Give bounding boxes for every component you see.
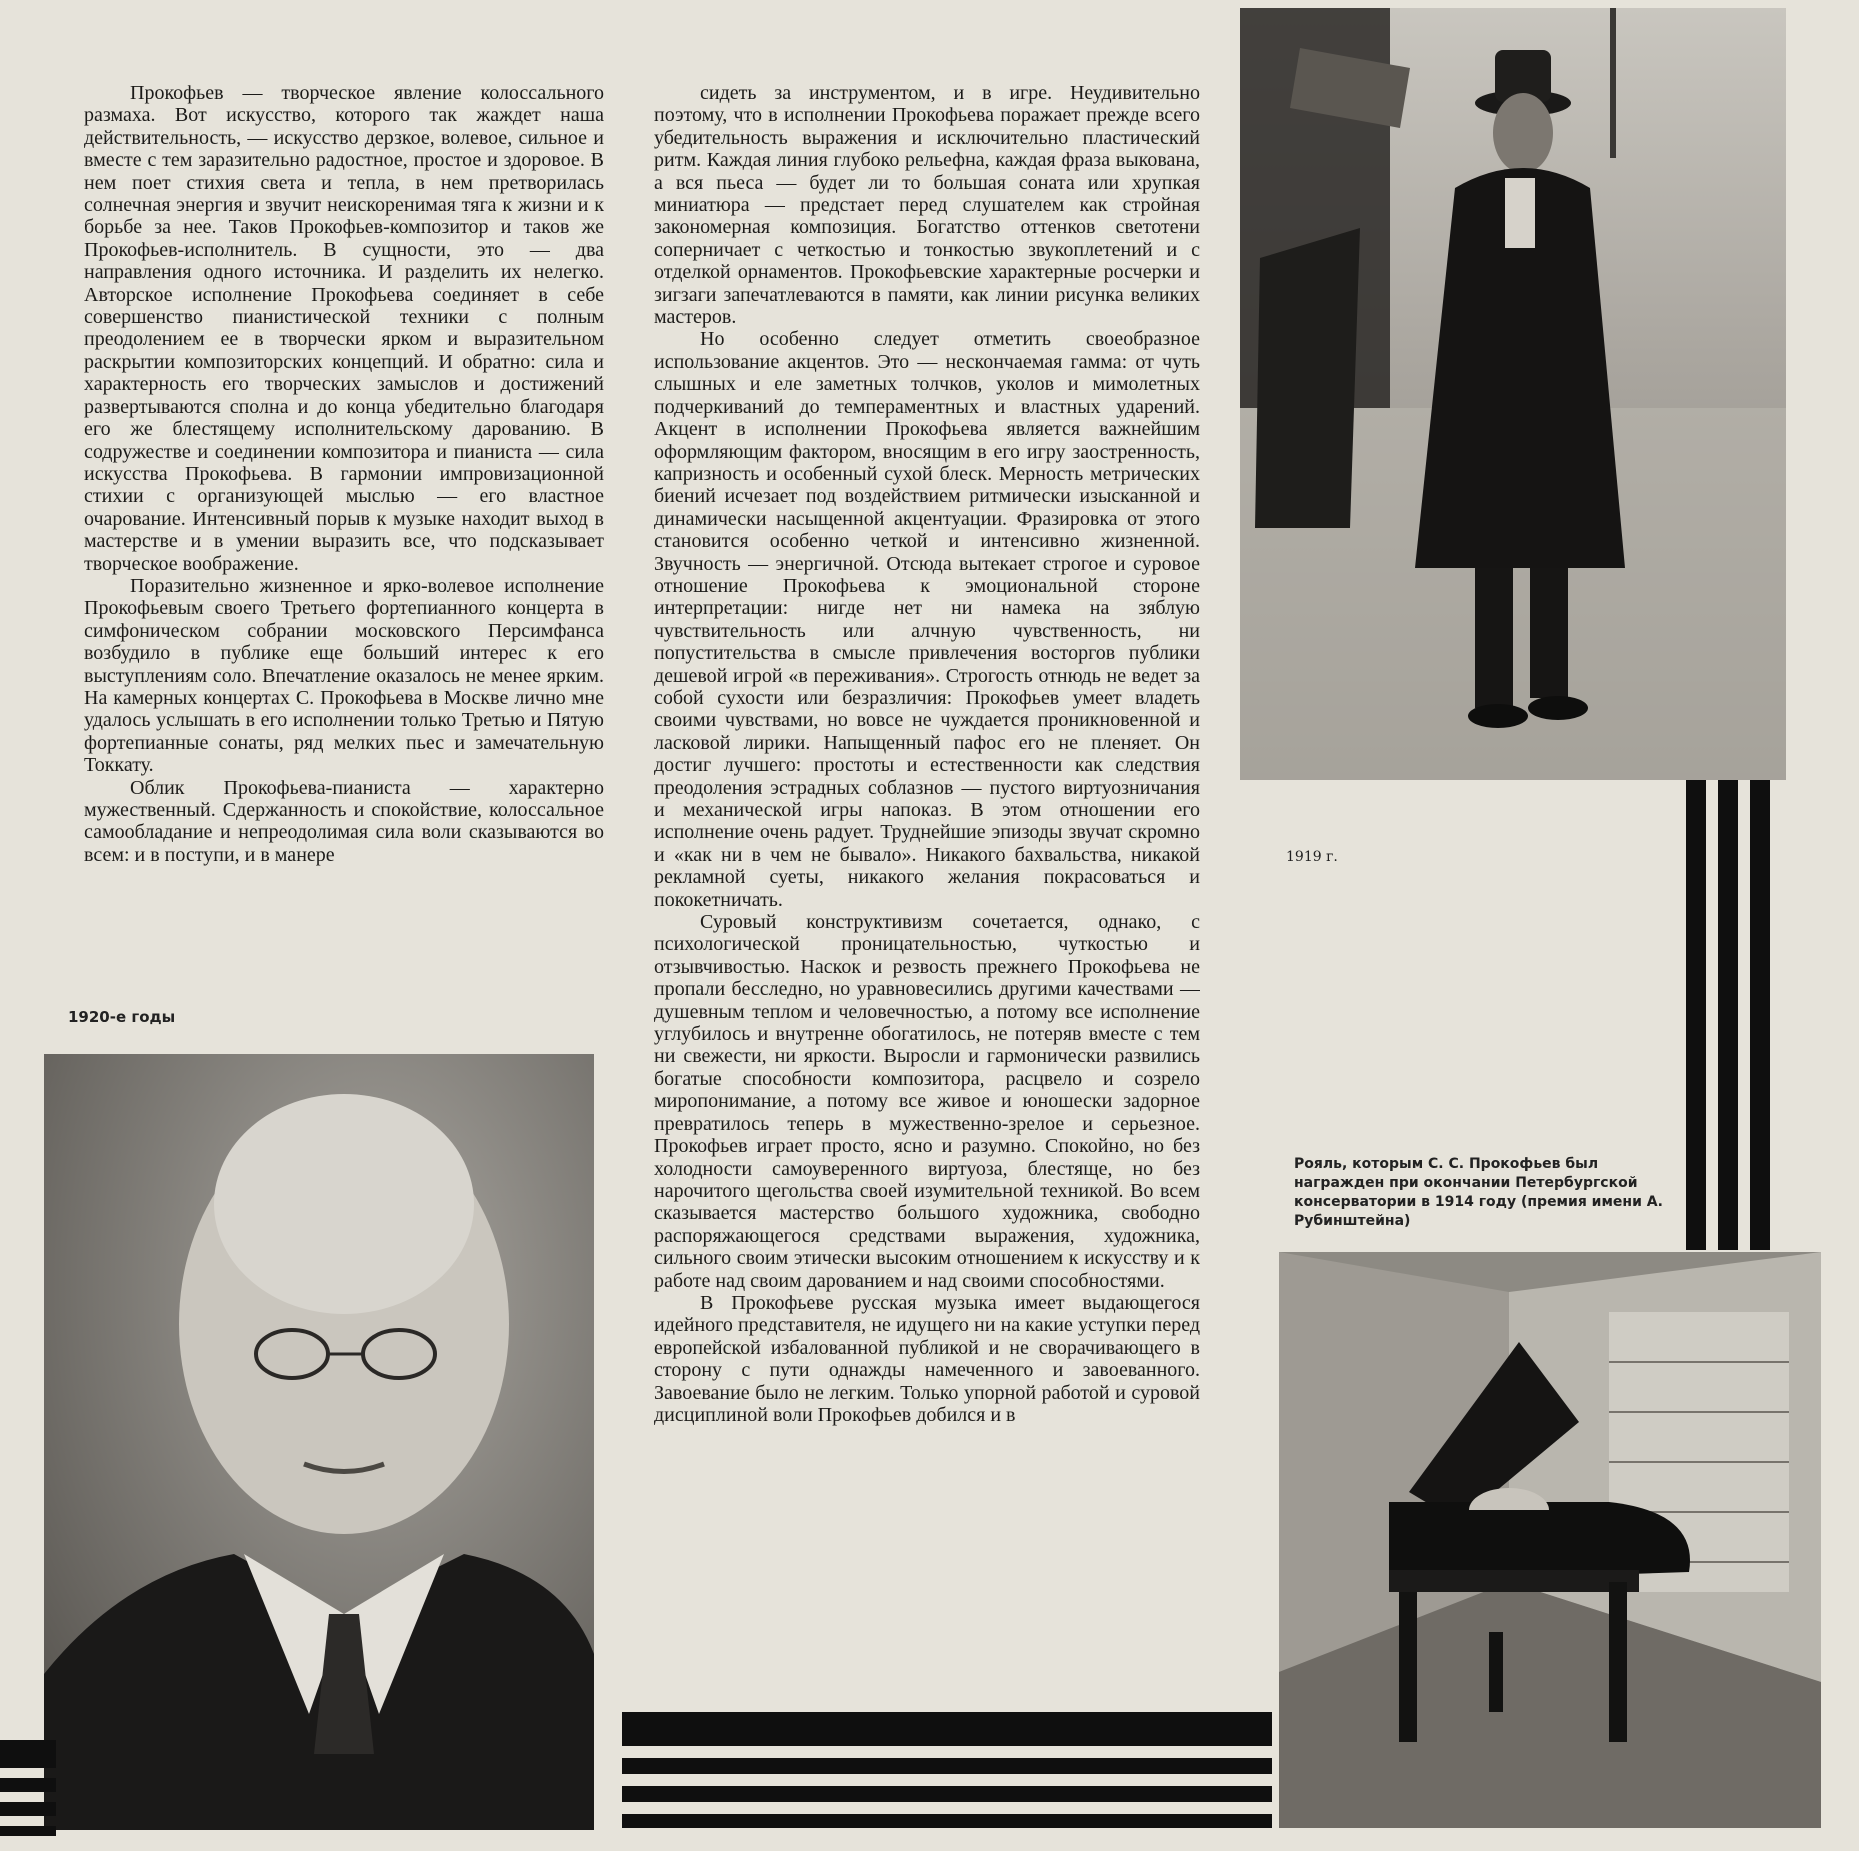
walking-photo-image xyxy=(1240,8,1786,780)
paragraph: Поразительно жизненное и ярко-волевое исполнение Прокофьевым своего Третьего фортепианного концерта в симфоническом собрании московского Персимфанса возбудило в публике еще больший интерес к его выступлениям соло. Впечатление оказалось не менее ярким. На камерных концертах С. Прокофьева в Москве лично мне удалось услышать в его исполнении только Третью и Пятую фортепианные сонаты, ряд мелких пьес и замечательную Токкату. xyxy=(84,574,604,777)
decorative-vertical-stripes xyxy=(1686,780,1778,1250)
caption-piano-photo: Рояль, которым С. С. Прокофьев был награжден при окончании Петербургской консерватории в 1914 году (премия имени А. Рубинштейна) xyxy=(1294,1156,1663,1229)
caption-portrait-photo: 1920-е годы xyxy=(68,1008,176,1026)
paragraph: Суровый конструктивизм сочетается, однако, с психологической проницательностью, чуткостью и отзывчивостью. Наскок и резвость прежнего Прокофьева не пропали бесследно, но уравновесились другими качествами — душевным теплом и человечностью, а потому все исполнение углубилось и внутренне обогатилось, не потеряв вместе с тем ни свежести, ни яркости. Выросли и гармонически развились богатые способности композитора, расцвело и созрело миропонимание, а потому все живое и юношески задорное превратилось теперь в мужественно-зрелое и серьезное. Прокофьев играет просто, ясно и разумно. Спокойно, но без холодности самоуверенного виртуоза, блестяще, но без нарочитого щегольства своей изумительной техникой. Во всем сказывается мастерство большого художника, свободно распоряжающегося средствами выражения, художника, сильного своим этически высоким отношением к искусству и к работе над своим дарованием и над своими способностями. xyxy=(654,911,1200,1292)
decorative-stripes-bottom-left xyxy=(0,1740,56,1836)
article-column-2 xyxy=(654,82,1200,1690)
paragraph: Прокофьев — творческое явление колоссального размаха. Вот искусство, которого так жаждет наша действительность, — искусство дерзкое, волевое, сильное и вместе с тем заразительно радостное, простое и здоровое. В нем поет стихия света и тепла, в нем претворилась солнечная энергия и звучит неискоренимая тяга к жизни и к борьбе за нее. Таков Прокофьев-композитор и таков же Прокофьев-исполнитель. В сущности, это — два направления одного источника. И разделить их нелегко. Авторское исполнение Прокофьева соединяет в себе совершенство пианистической техники с полным преодолением ее в творчески ярком и выразительном раскрытии композиторских концепций. И обратно: сила и характерность его творческих замыслов и достижений развертываются сполна и до конца убедительно благодаря его же блестящему исполнительскому дарованию. В содружестве и соединении композитора и пианиста — сила искусства Прокофьева. В гармонии импровизационной стихии с организующей мыслью — его властное очарование. Интенсивный порыв к музыке находит выход в мастерстве и в умении выразить все, что подсказывает творческое воображение. xyxy=(84,82,604,575)
photo-walking-1919 xyxy=(1240,8,1786,780)
paragraph: Но особенно следует отметить своеобразное использование акцентов. Это — нескончаемая гамма: от чуть слышных и еле заметных толчков, уколов и мимолетных подчеркиваний до темпераментных и властных ударений. Акцент в исполнении Прокофьева является важнейшим оформляющим фактором, вносящим в его игру заостренность, капризность и особенный сухой блеск. Мерность метрических биений исчезает под воздействием ритмически изысканной и динамически насыщенной акцентуации. Фразировка от этого становится особенно четкой и интенсивно жизненной. Звучность — энергичной. Отсюда вытекает строгое и суровое отношение Прокофьева к эмоциональной стороне интерпретации: нигде нет ни намека на зяблую чувствительность или алчную чувственность, ни попустительства в смысле привлечения восторгов публики дешевой игрой «в переживания». Строгость отнюдь не ведет за собой сухости или безразличия: Прокофьев умеет владеть своими чувствами, но вовсе не чуждается проникновенной и ласковой лирики. Напыщенный пафос его не пленяет. Он достиг лучшего: простоты и естественности как следствия преодоления эстрадных соблазнов — пустого виртуозничания и механической игры напоказ. В этом отношении его исполнение очень радует. Труднейшие эпизоды звучат скромно и «как ни в чем не бывало». Никакого бахвальства, никакой рекламной суеты, никакого желания покрасоваться и пококетничать. xyxy=(654,328,1200,911)
paragraph: В Прокофьеве русская музыка имеет выдающегося идейного представителя, не идущего ни на какие уступки перед европейской избалованной публикой и не сворачивающего в сторону с пути однажды намеченного и завоеванного. Завоевание было не легким. Только упорной работой и суровой дисциплиной воли Прокофьев добился и в xyxy=(654,1291,1200,1426)
photo-portrait-1920s xyxy=(44,1054,594,1830)
paragraph: Облик Прокофьева-пианиста — характерно мужественный. Сдержанность и спокойствие, колоссальное самообладание и непреодолимая сила воли сказываются во всем: и в поступи, и в манере xyxy=(84,776,604,866)
portrait-photo-image xyxy=(44,1054,594,1830)
caption-walking-photo: 1919 г. xyxy=(1286,849,1338,865)
decorative-stripes-bottom-middle xyxy=(622,1712,1272,1832)
paragraph: сидеть за инструментом, и в игре. Неудивительно поэтому, что в исполнении Прокофьева поражает прежде всего убедительность выражения и исключительно пластический ритм. Каждая линия глубоко рельефна, каждая фраза выкована, а вся пьеса — будет ли то большая соната или хрупкая миниатюра — предстает перед слушателем как стройная закономерная композиция. Богатство оттенков светотени соперничает с четкостью и тонкостью звукоплетений и с отделкой орнаментов. Прокофьевские характерные росчерки и зигзаги запечатлеваются в памяти, как линии рисунка великих мастеров. xyxy=(654,82,1200,329)
piano-photo-image xyxy=(1279,1252,1821,1828)
photo-piano xyxy=(1279,1252,1821,1828)
article-column-1 xyxy=(84,82,604,968)
